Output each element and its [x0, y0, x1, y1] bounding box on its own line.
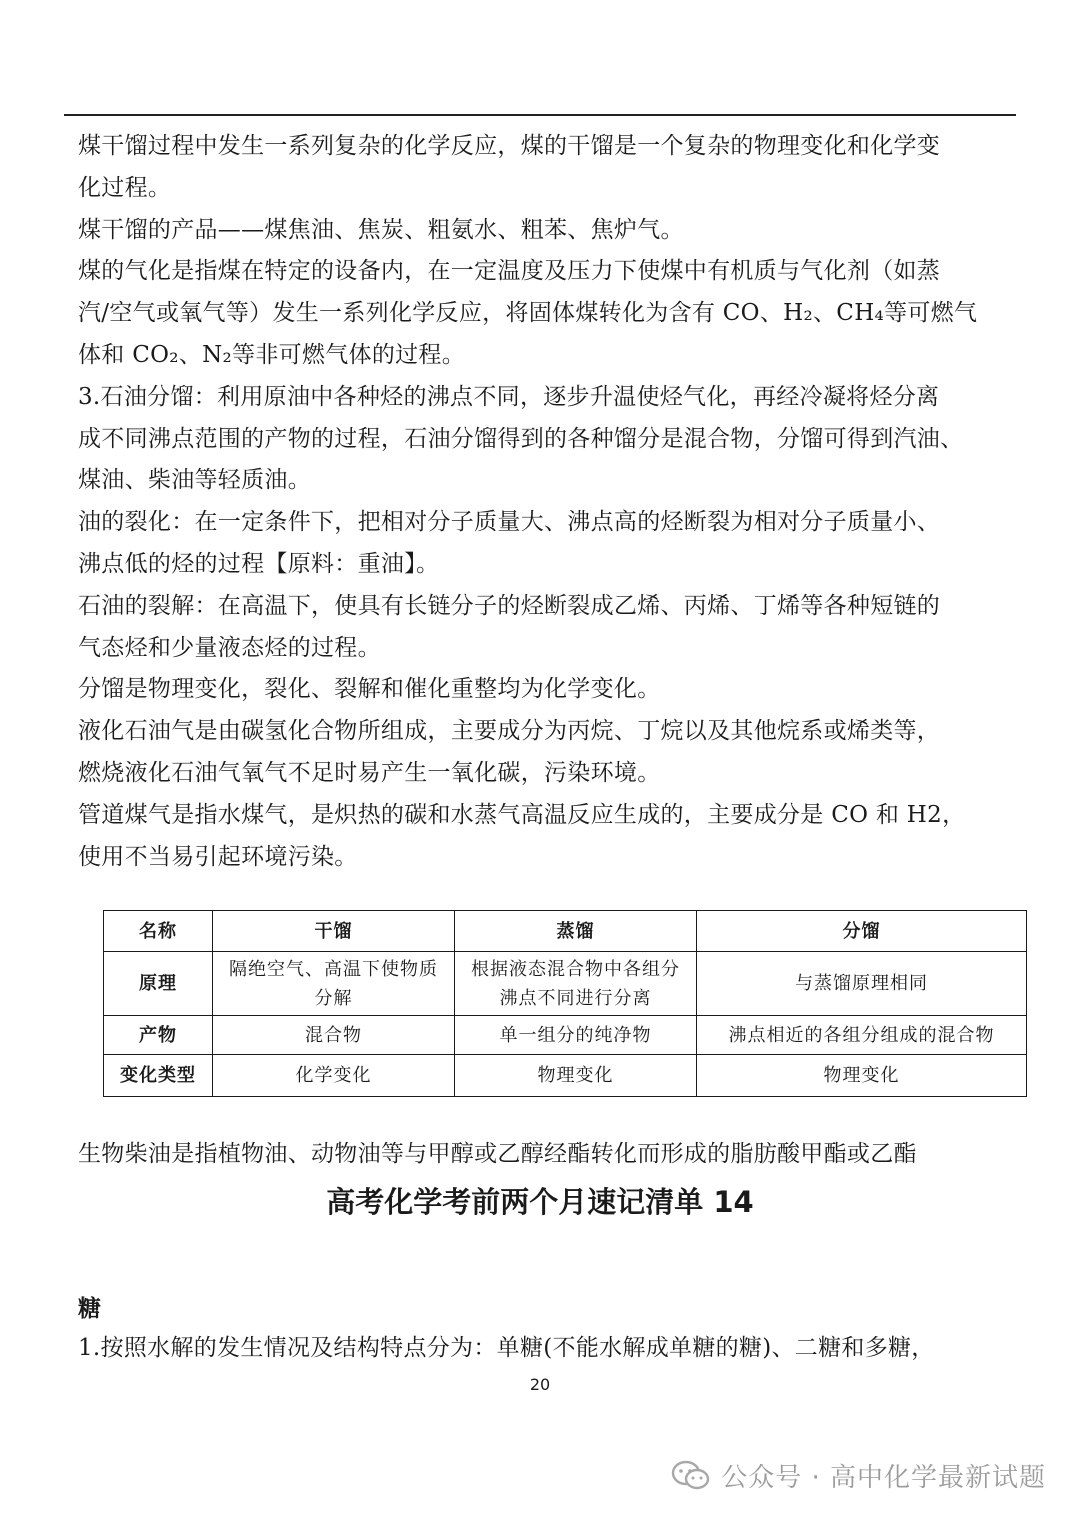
table-cell: 物理变化: [697, 1055, 1027, 1097]
table-row-label: 原理: [104, 952, 213, 1016]
paragraph-line: 沸点低的烃的过程【原料：重油】。: [78, 550, 440, 577]
section-title: 高考化学考前两个月速记清单 14: [326, 1185, 754, 1219]
subheading: 糖: [78, 1296, 101, 1322]
biodiesel-paragraph: 生物柴油是指植物油、动物油等与甲醇或乙醇经酯转化而形成的脂肪酸甲酯或乙酯: [78, 1141, 917, 1167]
page-number: 20: [529, 1375, 551, 1394]
table-row: [104, 952, 1027, 1016]
table-header-cell: 干馏: [213, 911, 455, 952]
table-row-label: 产物: [104, 1016, 213, 1055]
paragraph-line: 气态烃和少量液态烃的过程。: [78, 634, 381, 661]
paragraph-line: 煤干馏的产品——煤焦油、焦炭、粗氨水、粗苯、焦炉气。: [78, 216, 684, 243]
watermark: [671, 1457, 1046, 1494]
table-cell: 物理变化: [455, 1055, 697, 1097]
table-header-cell: 名称: [104, 911, 213, 952]
body-text: [78, 126, 1018, 878]
paragraph-line: 液化石油气是由碳氢化合物所组成，主要成分为丙烷、丁烷以及其他烷系或烯类等，: [78, 718, 941, 745]
table-row-label: 变化类型: [104, 1055, 213, 1097]
watermark-text: 公众号 · 高中化学最新试题: [721, 1463, 1046, 1493]
table-cell: 沸点相近的各组分组成的混合物: [697, 1016, 1027, 1055]
table-cell: 混合物: [213, 1016, 455, 1055]
paragraph-line: 煤油、柴油等轻质油。: [78, 467, 311, 494]
paragraph-line: 化过程。: [78, 174, 172, 201]
table-header-cell: 分馏: [697, 911, 1027, 952]
paragraph-line: 燃烧液化石油气氧气不足时易产生一氧化碳，污染环境。: [78, 759, 661, 786]
table-row: [104, 1016, 1027, 1055]
table-header-cell: 蒸馏: [455, 911, 697, 952]
wechat-icon: [671, 1460, 711, 1492]
paragraph-line: 煤的气化是指煤在特定的设备内，在一定温度及压力下使煤中有机质与气化剂（如蒸: [78, 258, 941, 285]
paragraph-line: 成不同沸点范围的产物的过程，石油分馏得到的各种馏分是混合物，分馏可得到汽油、: [78, 425, 964, 452]
table-row: [104, 1055, 1027, 1097]
paragraph-line: 体和 CO₂、N₂等非可燃气体的过程。: [78, 341, 466, 368]
paragraph-line: 煤干馏过程中发生一系列复杂的化学反应，煤的干馏是一个复杂的物理变化和化学变: [78, 133, 941, 159]
top-rule: [64, 114, 1016, 116]
table-cell: 隔绝空气、高温下使物质分解: [213, 952, 455, 1016]
paragraph-line: 石油的裂解：在高温下，使具有长链分子的烃断裂成乙烯、丙烯、丁烯等各种短链的: [78, 592, 941, 619]
table-header-row: [104, 911, 1027, 952]
paragraph-line: 3.石油分馏：利用原油中各种烃的沸点不同，逐步升温使烃气化，再经冷凝将烃分离: [78, 383, 940, 410]
paragraph-line: 汽/空气或氧气等）发生一系列化学反应，将固体煤转化为含有 CO、H₂、CH₄等可燃气: [78, 300, 978, 327]
distillation-table: [103, 910, 1027, 1097]
table-cell: 化学变化: [213, 1055, 455, 1097]
paragraph-line: 使用不当易引起环境污染。: [78, 843, 358, 870]
paragraph-line: 油的裂化：在一定条件下，把相对分子质量大、沸点高的烃断裂为相对分子质量小、: [78, 509, 941, 536]
paragraph-line: 管道煤气是指水煤气，是炽热的碳和水蒸气高温反应生成的，主要成分是 CO 和 H2，: [78, 801, 966, 828]
table-cell: 根据液态混合物中各组分沸点不同进行分离: [455, 952, 697, 1016]
paragraph-line: 1.按照水解的发生情况及结构特点分为：单糖(不能水解成单糖的糖)、二糖和多糖，: [78, 1335, 935, 1361]
table-cell: 与蒸馏原理相同: [697, 952, 1027, 1016]
table-cell: 单一组分的纯净物: [455, 1016, 697, 1055]
paragraph-line: 分馏是物理变化，裂化、裂解和催化重整均为化学变化。: [78, 676, 661, 703]
